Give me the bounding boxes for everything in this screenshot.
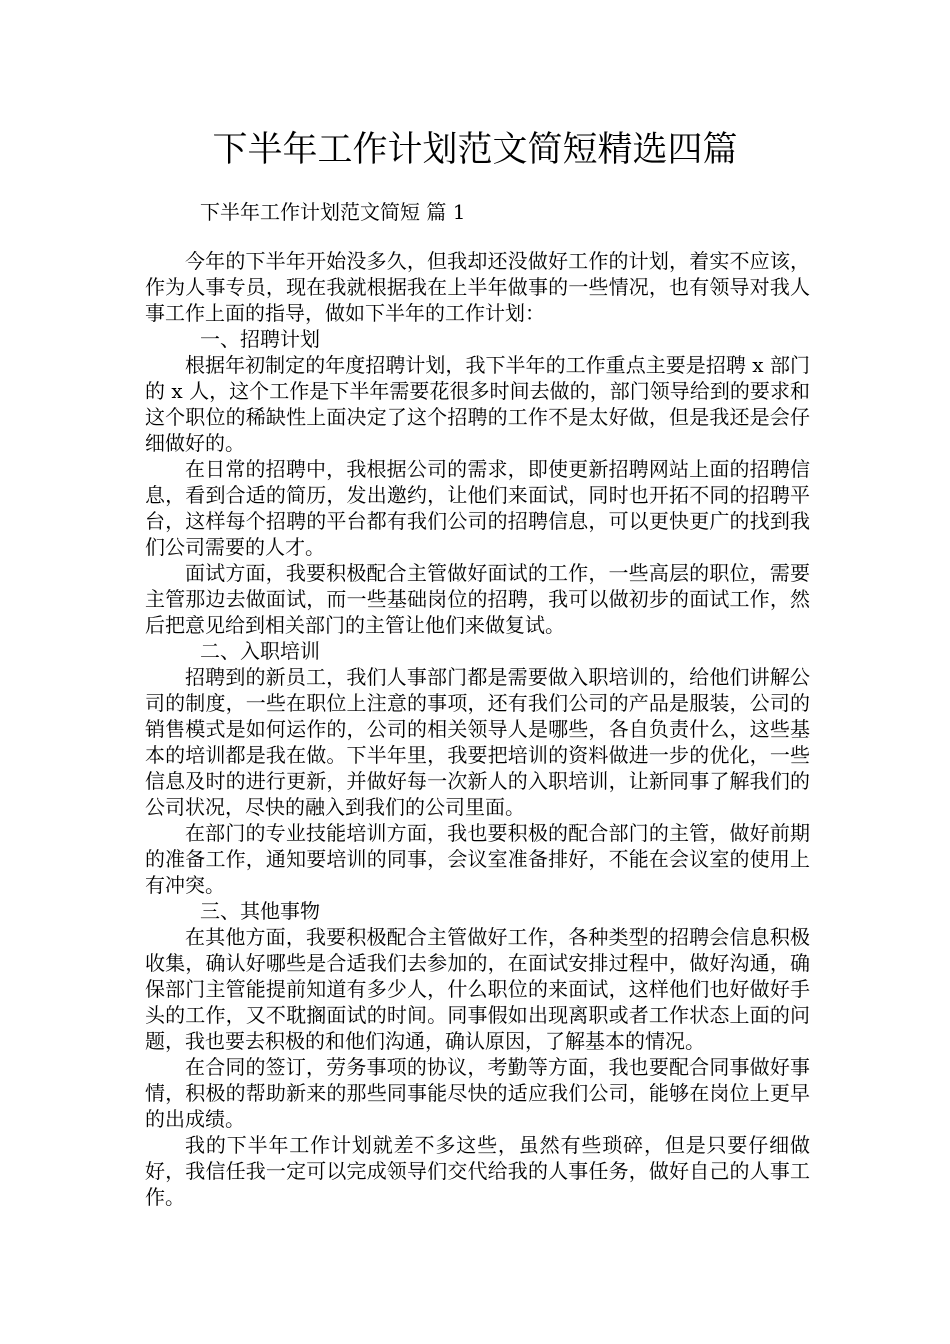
body-paragraph: 我的下半年工作计划就差不多这些，虽然有些琐碎，但是只要仔细做好，我信任我一定可以完成领导们交代给我的人事任务，做好自己的人事工作。 — [145, 1133, 810, 1209]
subsection-heading: 一、招聘计划 — [200, 327, 320, 351]
body-paragraph: 根据年初制定的年度招聘计划，我下半年的工作重点主要是招聘 x 部门的 x 人，这个工作是下半年需要花很多时间去做的，部门领导给到的要求和这个职位的稀缺性上面决定了这个招聘的工作不是太好做，但是我还是会仔细做好的。 — [145, 353, 810, 455]
document-body — [145, 248, 810, 1210]
body-paragraph: 招聘到的新员工，我们人事部门都是需要做入职培训的，给他们讲解公司的制度，一些在职位上注意的事项，还有我们公司的产品是服装，公司的销售模式是如何运作的，公司的相关领导人是哪些，各自负责什么，这些基本的培训都是我在做。下半年里，我要把培训的资料做进一步的优化，一些信息及时的进行更新，并做好每一次新人的入职培训，让新同事了解我们的公司状况，尽快的融入到我们的公司里面。 — [145, 665, 810, 819]
body-paragraph: 今年的下半年开始没多久，但我却还没做好工作的计划，着实不应该，作为人事专员，现在我就根据我在上半年做事的一些情况，也有领导对我人事工作上面的指导，做如下半年的工作计划： — [145, 249, 810, 325]
body-paragraph: 在日常的招聘中，我根据公司的需求，即使更新招聘网站上面的招聘信息，看到合适的简历，发出邀约，让他们来面试，同时也开拓不同的招聘平台，这样每个招聘的平台都有我们公司的招聘信息，可以更快更广的找到我们公司需要的人才。 — [145, 457, 810, 559]
body-paragraph: 在合同的签订，劳务事项的协议，考勤等方面，我也要配合同事做好事情，积极的帮助新来的那些同事能尽快的适应我们公司，能够在岗位上更早的出成绩。 — [145, 1055, 810, 1131]
document-title: 下半年工作计划范文简短精选四篇 — [212, 130, 738, 170]
body-paragraph: 在其他方面，我要积极配合主管做好工作，各种类型的招聘会信息积极收集，确认好哪些是合适我们去参加的，在面试安排过程中，做好沟通，确保部门主管能提前知道有多少人，什么职位的来面试，这样他们也好做好手头的工作，又不耽搁面试的时间。同事假如出现离职或者工作状态上面的问题，我也要去积极的和他们沟通，确认原因，了解基本的情况。 — [145, 925, 810, 1053]
body-paragraph: 面试方面，我要积极配合主管做好面试的工作，一些高层的职位，需要主管那边去做面试，而一些基础岗位的招聘，我可以做初步的面试工作，然后把意见给到相关部门的主管让他们来做复试。 — [145, 561, 810, 637]
body-paragraph: 在部门的专业技能培训方面，我也要积极的配合部门的主管，做好前期的准备工作，通知要培训的同事，会议室准备排好，不能在会议室的使用上有冲突。 — [145, 821, 810, 897]
subsection-heading: 三、其他事物 — [200, 899, 320, 923]
subsection-heading: 二、入职培训 — [200, 639, 320, 663]
section-heading: 下半年工作计划范文简短 篇 1 — [200, 200, 466, 224]
